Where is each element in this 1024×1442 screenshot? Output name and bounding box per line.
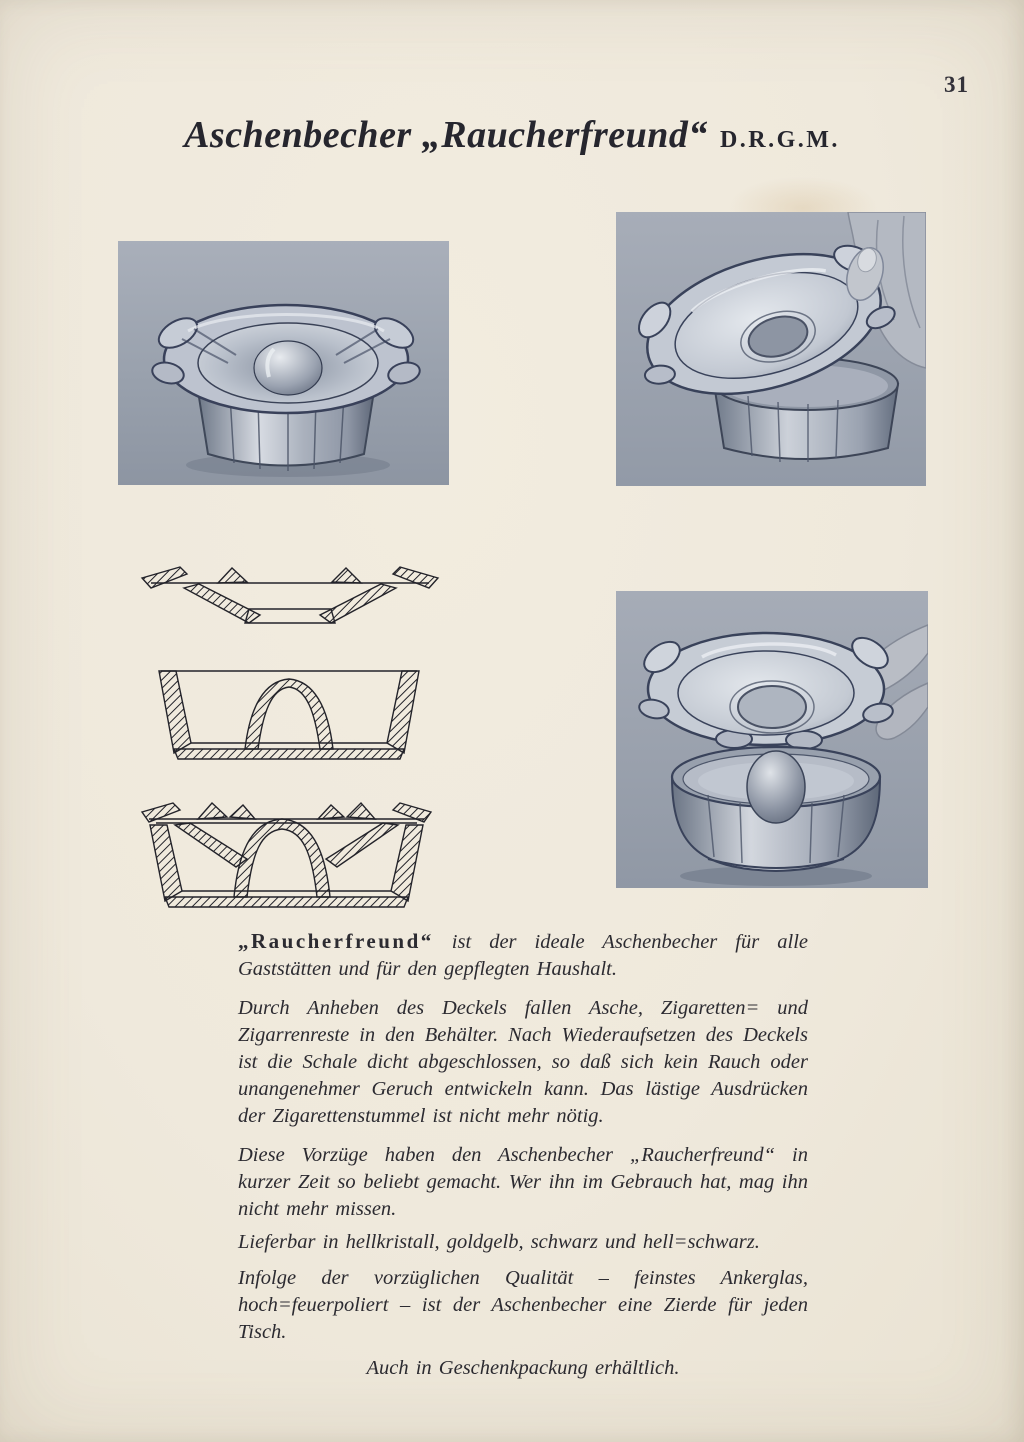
- photo-ashtray-open: [616, 591, 928, 888]
- product-name-lead: „Raucherfreund“: [238, 929, 434, 953]
- title-text: Aschenbecher „Raucherfreund“: [184, 114, 708, 157]
- photo-lid-lifting: [616, 212, 926, 486]
- center-dome: [747, 751, 805, 823]
- paragraph-colors: Lieferbar in hellkristall, goldgelb, schwarz und hell=schwarz.: [238, 1231, 760, 1253]
- drawing-assembled-section: [142, 803, 431, 907]
- paragraph-gift-packaging: Auch in Geschenkpackung erhältlich.: [366, 1357, 680, 1379]
- center-hole: [738, 686, 806, 728]
- page-number: 31: [944, 72, 969, 97]
- center-dome: [254, 341, 322, 395]
- paragraph-popularity: Diese Vorzüge haben den Aschenbecher „Raucherfreund“ in kurzer Zeit so beliebt gemacht. Wer ihn im Gebrauch hat, mag ihn nicht mehr missen.: [238, 1144, 808, 1220]
- page-title: [0, 113, 1024, 157]
- paragraph-function: Durch Anheben des Deckels fallen Asche, Zigaretten= und Zigarrenreste in den Behälter. Nach Wiederaufsetzen des Deckels ist die Schale dicht abgeschlossen, so daß sich kein Rauch oder unangenehmer Geruch entwickeln kann. Das lästige Ausdrücken der Zigarettenstummel ist nicht mehr nötig.: [238, 997, 808, 1127]
- figure-cross-sections: [130, 552, 450, 908]
- drawing-bowl-section: [159, 671, 419, 759]
- drawing-lid-section: [142, 567, 438, 623]
- body-text: [238, 928, 808, 1382]
- paragraph-quality: Infolge der vorzüglichen Qualität – feinstes Ankerglas, hoch=feuerpoliert – ist der Aschenbecher eine Zierde für jeden Tisch.: [238, 1267, 808, 1343]
- paragraph-intro: [238, 928, 808, 983]
- paragraph-intro-rest: ist der ideale Aschenbecher für alle Gaststätten und für den gepflegten Haushalt.: [238, 931, 808, 980]
- photo-ashtray-closed: [118, 241, 449, 485]
- registration-mark: D.R.G.M.: [719, 127, 840, 154]
